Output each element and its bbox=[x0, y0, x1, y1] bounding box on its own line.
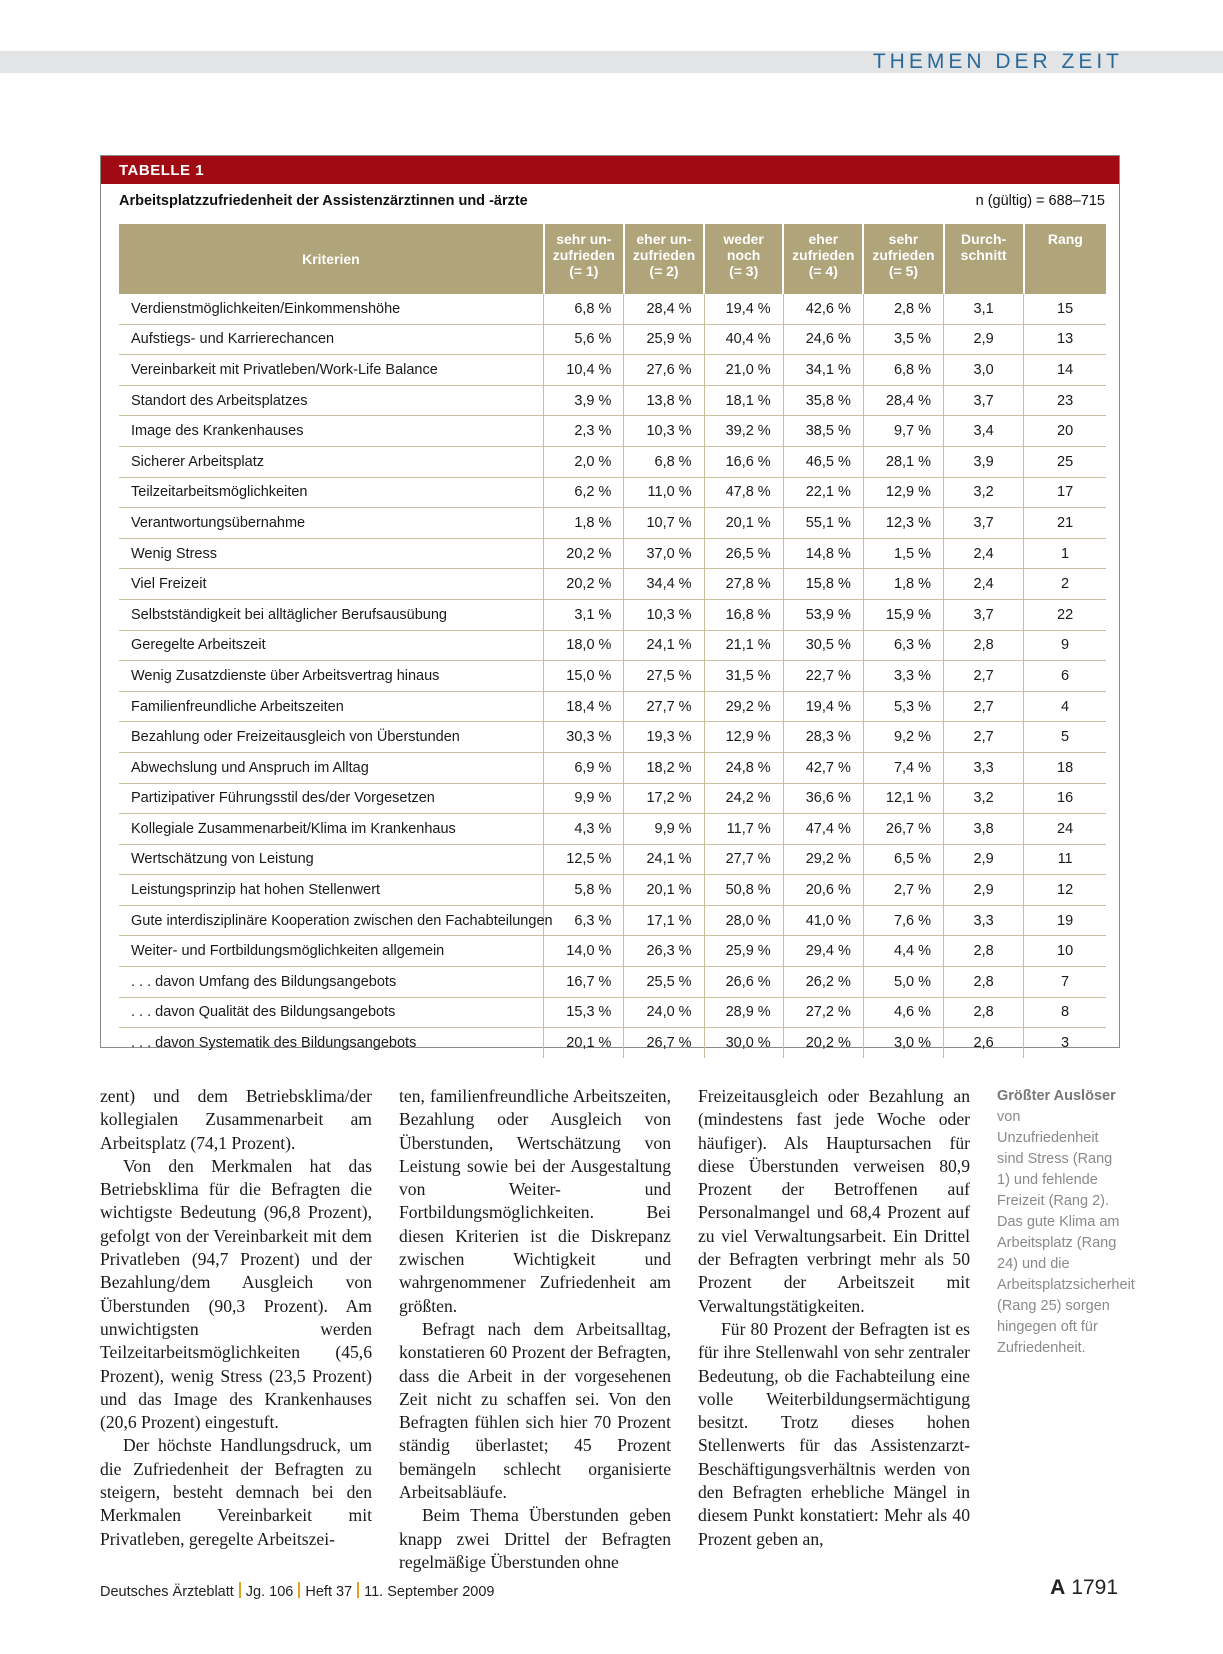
paragraph: Befragt nach dem Arbeitsalltag, konstatieren 60 Prozent der Befragten, dass die Arbeit in der vorgesehenen Zeit nicht zu schaffen sei. Von den Befragten fühlen sich hier 70 Prozent ständig überlastet; 45 Prozent bemängeln schlecht organisierte Arbeitsabläufe. bbox=[399, 1318, 671, 1503]
table-row bbox=[119, 722, 1106, 753]
cell-criterion: Kollegiale Zusammenarbeit/Klima im Krankenhaus bbox=[119, 814, 544, 845]
cell-criterion: Wenig Stress bbox=[119, 538, 544, 569]
cell-rank: 21 bbox=[1024, 508, 1106, 539]
cell-neutral: 18,1 % bbox=[704, 385, 783, 416]
cell-average: 2,4 bbox=[944, 538, 1024, 569]
cell-criterion: Bezahlung oder Freizeitausgleich von Überstunden bbox=[119, 722, 544, 753]
table-sample-size: n (gültig) = 688–715 bbox=[975, 193, 1105, 209]
cell-very-dissatisfied: 12,5 % bbox=[544, 844, 624, 875]
cell-average: 3,1 bbox=[944, 294, 1024, 324]
cell-very-dissatisfied: 4,3 % bbox=[544, 814, 624, 845]
cell-very-dissatisfied: 10,4 % bbox=[544, 355, 624, 386]
cell-neutral: 29,2 % bbox=[704, 691, 783, 722]
table-row bbox=[119, 997, 1106, 1028]
article-column-1 bbox=[100, 1085, 372, 1551]
cell-rather-satisfied: 55,1 % bbox=[783, 508, 863, 539]
cell-rank: 8 bbox=[1024, 997, 1106, 1028]
cell-average: 3,2 bbox=[944, 477, 1024, 508]
cell-rather-dissatisfied: 13,8 % bbox=[624, 385, 704, 416]
separator bbox=[298, 1582, 300, 1598]
table-row bbox=[119, 355, 1106, 386]
column-header-neutral: weder noch (= 3) bbox=[704, 224, 783, 294]
cell-rather-dissatisfied: 28,4 % bbox=[624, 294, 704, 324]
cell-rather-dissatisfied: 24,1 % bbox=[624, 844, 704, 875]
cell-rather-satisfied: 34,1 % bbox=[783, 355, 863, 386]
cell-very-dissatisfied: 15,0 % bbox=[544, 661, 624, 692]
table-row bbox=[119, 599, 1106, 630]
cell-criterion: Standort des Arbeitsplatzes bbox=[119, 385, 544, 416]
cell-rather-dissatisfied: 34,4 % bbox=[624, 569, 704, 600]
separator bbox=[357, 1582, 359, 1598]
cell-very-satisfied: 26,7 % bbox=[863, 814, 943, 845]
cell-rather-satisfied: 28,3 % bbox=[783, 722, 863, 753]
table-row bbox=[119, 967, 1106, 998]
cell-criterion: Abwechslung und Anspruch im Alltag bbox=[119, 752, 544, 783]
cell-average: 2,7 bbox=[944, 691, 1024, 722]
cell-rather-satisfied: 42,7 % bbox=[783, 752, 863, 783]
cell-neutral: 40,4 % bbox=[704, 324, 783, 355]
cell-very-satisfied: 9,2 % bbox=[863, 722, 943, 753]
table-row bbox=[119, 446, 1106, 477]
cell-very-satisfied: 4,6 % bbox=[863, 997, 943, 1028]
cell-rather-satisfied: 27,2 % bbox=[783, 997, 863, 1028]
table-row bbox=[119, 844, 1106, 875]
cell-average: 2,9 bbox=[944, 844, 1024, 875]
table-row bbox=[119, 661, 1106, 692]
cell-very-dissatisfied: 18,4 % bbox=[544, 691, 624, 722]
cell-average: 3,3 bbox=[944, 752, 1024, 783]
paragraph: zent) und dem Betriebsklima/der kollegialen Zusammenarbeit am Arbeitsplatz (74,1 Prozent). bbox=[100, 1086, 372, 1153]
cell-rather-satisfied: 41,0 % bbox=[783, 905, 863, 936]
cell-very-dissatisfied: 5,8 % bbox=[544, 875, 624, 906]
cell-neutral: 30,0 % bbox=[704, 1028, 783, 1058]
table-row bbox=[119, 508, 1106, 539]
column-header-rank: Rang bbox=[1024, 224, 1106, 294]
cell-criterion: Image des Krankenhauses bbox=[119, 416, 544, 447]
cell-average: 2,8 bbox=[944, 936, 1024, 967]
cell-rather-satisfied: 24,6 % bbox=[783, 324, 863, 355]
cell-neutral: 39,2 % bbox=[704, 416, 783, 447]
footer-citation bbox=[100, 1582, 494, 1600]
cell-neutral: 27,7 % bbox=[704, 844, 783, 875]
cell-rather-dissatisfied: 17,2 % bbox=[624, 783, 704, 814]
cell-very-dissatisfied: 3,1 % bbox=[544, 599, 624, 630]
cell-very-dissatisfied: 2,3 % bbox=[544, 416, 624, 447]
cell-neutral: 25,9 % bbox=[704, 936, 783, 967]
paragraph: Von den Merkmalen hat das Betriebsklima für die Befragten die wichtigste Bedeutung (96,8 Prozent), gefolgt von der Vereinbarkeit mit dem Privatleben (94,7 Prozent) und der Bezahlung/dem Ausgleich von Überstunden (90,3 Prozent). Am unwichtigsten werden Teilzeitarbeitsmöglichkeiten (45,6 Prozent), wenig Stress (23,5 Prozent) und das Image des Krankenhauses (20,6 Prozent) eingestuft. bbox=[100, 1155, 372, 1433]
cell-very-satisfied: 5,3 % bbox=[863, 691, 943, 722]
cell-rather-satisfied: 36,6 % bbox=[783, 783, 863, 814]
table-row bbox=[119, 905, 1106, 936]
cell-average: 3,7 bbox=[944, 508, 1024, 539]
cell-rather-satisfied: 35,8 % bbox=[783, 385, 863, 416]
table-header-row bbox=[119, 224, 1106, 294]
cell-criterion: Verantwortungsübernahme bbox=[119, 508, 544, 539]
cell-rather-satisfied: 26,2 % bbox=[783, 967, 863, 998]
cell-average: 2,6 bbox=[944, 1028, 1024, 1058]
cell-neutral: 21,1 % bbox=[704, 630, 783, 661]
cell-rank: 13 bbox=[1024, 324, 1106, 355]
cell-average: 2,9 bbox=[944, 324, 1024, 355]
cell-rather-dissatisfied: 6,8 % bbox=[624, 446, 704, 477]
cell-very-satisfied: 7,6 % bbox=[863, 905, 943, 936]
cell-very-satisfied: 28,4 % bbox=[863, 385, 943, 416]
table-row bbox=[119, 385, 1106, 416]
paragraph: Beim Thema Überstunden geben knapp zwei Drittel der Befragten regelmäßige Überstunden ohne bbox=[399, 1505, 671, 1572]
cell-neutral: 24,2 % bbox=[704, 783, 783, 814]
cell-rank: 11 bbox=[1024, 844, 1106, 875]
cell-criterion: Geregelte Arbeitszeit bbox=[119, 630, 544, 661]
table-row bbox=[119, 630, 1106, 661]
cell-criterion: Familienfreundliche Arbeitszeiten bbox=[119, 691, 544, 722]
cell-very-dissatisfied: 30,3 % bbox=[544, 722, 624, 753]
cell-very-satisfied: 12,3 % bbox=[863, 508, 943, 539]
page-number bbox=[1050, 1576, 1118, 1600]
sidebar-title: Größter Auslöser bbox=[997, 1088, 1116, 1104]
cell-rank: 4 bbox=[1024, 691, 1106, 722]
satisfaction-table bbox=[119, 224, 1106, 1058]
cell-average: 2,8 bbox=[944, 630, 1024, 661]
cell-rather-satisfied: 20,6 % bbox=[783, 875, 863, 906]
issue: Heft 37 bbox=[305, 1584, 353, 1600]
article-column-2 bbox=[399, 1085, 671, 1574]
cell-average: 3,3 bbox=[944, 905, 1024, 936]
cell-very-dissatisfied: 6,2 % bbox=[544, 477, 624, 508]
table-title: Arbeitsplatzzufriedenheit der Assistenzärztinnen und -ärzte bbox=[119, 193, 528, 209]
cell-very-dissatisfied: 14,0 % bbox=[544, 936, 624, 967]
column-header-rather-satisfied: eher zufrieden (= 4) bbox=[783, 224, 863, 294]
cell-criterion: Wenig Zusatzdienste über Arbeitsvertrag hinaus bbox=[119, 661, 544, 692]
cell-very-satisfied: 1,5 % bbox=[863, 538, 943, 569]
cell-rank: 17 bbox=[1024, 477, 1106, 508]
volume: Jg. 106 bbox=[245, 1584, 294, 1600]
cell-neutral: 24,8 % bbox=[704, 752, 783, 783]
cell-rather-satisfied: 47,4 % bbox=[783, 814, 863, 845]
cell-rather-dissatisfied: 17,1 % bbox=[624, 905, 704, 936]
cell-very-satisfied: 3,3 % bbox=[863, 661, 943, 692]
cell-rank: 15 bbox=[1024, 294, 1106, 324]
cell-rather-satisfied: 30,5 % bbox=[783, 630, 863, 661]
table-row bbox=[119, 936, 1106, 967]
table-body bbox=[119, 294, 1106, 1058]
cell-average: 2,9 bbox=[944, 875, 1024, 906]
cell-criterion: Selbstständigkeit bei alltäglicher Berufsausübung bbox=[119, 599, 544, 630]
cell-average: 3,2 bbox=[944, 783, 1024, 814]
cell-very-dissatisfied: 6,9 % bbox=[544, 752, 624, 783]
cell-rather-satisfied: 29,4 % bbox=[783, 936, 863, 967]
cell-very-satisfied: 15,9 % bbox=[863, 599, 943, 630]
cell-criterion: Viel Freizeit bbox=[119, 569, 544, 600]
cell-rank: 16 bbox=[1024, 783, 1106, 814]
cell-very-dissatisfied: 16,7 % bbox=[544, 967, 624, 998]
cell-criterion: Partizipativer Führungsstil des/der Vorgesetzen bbox=[119, 783, 544, 814]
table-row bbox=[119, 294, 1106, 324]
cell-rank: 14 bbox=[1024, 355, 1106, 386]
cell-rank: 10 bbox=[1024, 936, 1106, 967]
column-header-very-satisfied: sehr zufrieden (= 5) bbox=[863, 224, 943, 294]
cell-average: 2,4 bbox=[944, 569, 1024, 600]
cell-rather-dissatisfied: 27,6 % bbox=[624, 355, 704, 386]
cell-criterion: Vereinbarkeit mit Privatleben/Work-Life Balance bbox=[119, 355, 544, 386]
column-header-average: Durch- schnitt bbox=[944, 224, 1024, 294]
table-row bbox=[119, 324, 1106, 355]
cell-neutral: 16,8 % bbox=[704, 599, 783, 630]
section-title: THEMEN DER ZEIT bbox=[872, 50, 1123, 73]
cell-neutral: 26,6 % bbox=[704, 967, 783, 998]
cell-average: 3,4 bbox=[944, 416, 1024, 447]
paragraph: Freizeitausgleich oder Bezahlung an (mindestens fast jede Woche oder häufiger). Als Hauptursachen für diese Überstunden verweisen 80,9 Prozent der Betroffenen auf Personalmangel und 68,4 Prozent auf zu viel Verwaltungsarbeit. Ein Drittel der Befragten verbringt mehr als 50 Prozent der Arbeitszeit mit Verwaltungstätigkeiten. bbox=[698, 1086, 970, 1316]
paragraph: Für 80 Prozent der Befragten ist es für ihre Stellenwahl von sehr zentraler Bedeutung, ob die Fachabteilung eine volle Weiterbildungsermächtigung besitzt. Trotz dieses hohen Stellenwerts für das Assistenzarzt-Beschäftigungsverhältnis werden von den Befragten erhebliche Mängel in diesem Punkt konstatiert: Mehr als 40 Prozent geben an, bbox=[698, 1318, 970, 1549]
cell-very-dissatisfied: 2,0 % bbox=[544, 446, 624, 477]
cell-very-dissatisfied: 20,1 % bbox=[544, 1028, 624, 1058]
cell-rather-dissatisfied: 9,9 % bbox=[624, 814, 704, 845]
cell-very-satisfied: 3,5 % bbox=[863, 324, 943, 355]
cell-rank: 1 bbox=[1024, 538, 1106, 569]
column-header-kriterien: Kriterien bbox=[119, 224, 544, 294]
paragraph: Der höchste Handlungsdruck, um die Zufriedenheit der Befragten zu steigern, besteht demnach bei den Merkmalen Vereinbarkeit mit Privatleben, geregelte Arbeitszei- bbox=[100, 1435, 372, 1549]
cell-rather-dissatisfied: 27,5 % bbox=[624, 661, 704, 692]
table-row bbox=[119, 691, 1106, 722]
cell-very-satisfied: 9,7 % bbox=[863, 416, 943, 447]
table-row bbox=[119, 814, 1106, 845]
cell-neutral: 12,9 % bbox=[704, 722, 783, 753]
paragraph: ten, familienfreundliche Arbeitszeiten, Bezahlung oder Ausgleich von Überstunden, Wertschätzung von Leistung sowie bei der Ausgestaltung von Weiter- und Fortbildungsmöglichkeiten. Bei diesen Kriterien ist die Diskrepanz zwischen Wichtigkeit und wahrgenommener Zufriedenheit am größten. bbox=[399, 1086, 671, 1316]
table-row bbox=[119, 783, 1106, 814]
sidebar-text: von Unzufriedenheit sind Stress (Rang 1) und fehlende Freizeit (Rang 2). Das gute Klima am Arbeitsplatz (Rang 24) und die Arbeitsplatzsicherheit (Rang 25) sorgen hingegen oft für Zufriedenheit. bbox=[997, 1109, 1135, 1356]
cell-very-dissatisfied: 20,2 % bbox=[544, 569, 624, 600]
cell-neutral: 50,8 % bbox=[704, 875, 783, 906]
cell-very-satisfied: 3,0 % bbox=[863, 1028, 943, 1058]
cell-rank: 25 bbox=[1024, 446, 1106, 477]
cell-very-dissatisfied: 5,6 % bbox=[544, 324, 624, 355]
cell-rather-dissatisfied: 19,3 % bbox=[624, 722, 704, 753]
cell-very-satisfied: 2,8 % bbox=[863, 294, 943, 324]
cell-rank: 6 bbox=[1024, 661, 1106, 692]
cell-average: 2,7 bbox=[944, 722, 1024, 753]
page-prefix: A bbox=[1050, 1576, 1066, 1599]
sidebar-note bbox=[997, 1086, 1135, 1359]
cell-very-satisfied: 6,8 % bbox=[863, 355, 943, 386]
cell-average: 3,8 bbox=[944, 814, 1024, 845]
cell-rather-dissatisfied: 18,2 % bbox=[624, 752, 704, 783]
table-row bbox=[119, 752, 1106, 783]
cell-neutral: 11,7 % bbox=[704, 814, 783, 845]
cell-rank: 22 bbox=[1024, 599, 1106, 630]
cell-rather-dissatisfied: 26,3 % bbox=[624, 936, 704, 967]
cell-rank: 9 bbox=[1024, 630, 1106, 661]
table-row bbox=[119, 569, 1106, 600]
cell-rather-dissatisfied: 25,5 % bbox=[624, 967, 704, 998]
cell-criterion: Sicherer Arbeitsplatz bbox=[119, 446, 544, 477]
cell-neutral: 21,0 % bbox=[704, 355, 783, 386]
cell-average: 3,7 bbox=[944, 385, 1024, 416]
cell-average: 2,8 bbox=[944, 967, 1024, 998]
page-number-value: 1791 bbox=[1071, 1576, 1118, 1599]
cell-average: 3,7 bbox=[944, 599, 1024, 630]
cell-rather-satisfied: 19,4 % bbox=[783, 691, 863, 722]
cell-rank: 20 bbox=[1024, 416, 1106, 447]
cell-rather-satisfied: 29,2 % bbox=[783, 844, 863, 875]
cell-rather-satisfied: 38,5 % bbox=[783, 416, 863, 447]
cell-very-satisfied: 12,9 % bbox=[863, 477, 943, 508]
cell-very-satisfied: 2,7 % bbox=[863, 875, 943, 906]
cell-rather-dissatisfied: 10,3 % bbox=[624, 416, 704, 447]
cell-rather-satisfied: 22,1 % bbox=[783, 477, 863, 508]
cell-neutral: 47,8 % bbox=[704, 477, 783, 508]
article-column-3 bbox=[698, 1085, 970, 1551]
journal-name: Deutsches Ärzteblatt bbox=[100, 1584, 234, 1600]
cell-very-dissatisfied: 15,3 % bbox=[544, 997, 624, 1028]
cell-criterion: . . . davon Umfang des Bildungsangebots bbox=[119, 967, 544, 998]
cell-rather-dissatisfied: 25,9 % bbox=[624, 324, 704, 355]
cell-neutral: 19,4 % bbox=[704, 294, 783, 324]
cell-rank: 24 bbox=[1024, 814, 1106, 845]
column-header-rather-dissatisfied: eher un- zufrieden (= 2) bbox=[624, 224, 704, 294]
cell-neutral: 28,9 % bbox=[704, 997, 783, 1028]
cell-very-dissatisfied: 18,0 % bbox=[544, 630, 624, 661]
cell-rather-satisfied: 20,2 % bbox=[783, 1028, 863, 1058]
cell-very-satisfied: 6,3 % bbox=[863, 630, 943, 661]
cell-very-satisfied: 4,4 % bbox=[863, 936, 943, 967]
cell-rather-satisfied: 46,5 % bbox=[783, 446, 863, 477]
cell-neutral: 28,0 % bbox=[704, 905, 783, 936]
cell-very-satisfied: 6,5 % bbox=[863, 844, 943, 875]
table-row bbox=[119, 538, 1106, 569]
cell-very-dissatisfied: 3,9 % bbox=[544, 385, 624, 416]
cell-very-dissatisfied: 20,2 % bbox=[544, 538, 624, 569]
cell-criterion: Weiter- und Fortbildungsmöglichkeiten allgemein bbox=[119, 936, 544, 967]
cell-criterion: Gute interdisziplinäre Kooperation zwischen den Fachabteilungen bbox=[119, 905, 544, 936]
column-header-very-dissatisfied: sehr un- zufrieden (= 1) bbox=[544, 224, 624, 294]
cell-neutral: 26,5 % bbox=[704, 538, 783, 569]
cell-rather-dissatisfied: 37,0 % bbox=[624, 538, 704, 569]
table-row bbox=[119, 416, 1106, 447]
cell-criterion: Teilzeitarbeitsmöglichkeiten bbox=[119, 477, 544, 508]
issue-date: 11. September 2009 bbox=[364, 1584, 495, 1600]
cell-average: 2,8 bbox=[944, 997, 1024, 1028]
cell-very-satisfied: 28,1 % bbox=[863, 446, 943, 477]
table-row bbox=[119, 875, 1106, 906]
cell-neutral: 20,1 % bbox=[704, 508, 783, 539]
cell-rank: 7 bbox=[1024, 967, 1106, 998]
cell-rather-satisfied: 53,9 % bbox=[783, 599, 863, 630]
cell-rather-dissatisfied: 20,1 % bbox=[624, 875, 704, 906]
cell-rather-dissatisfied: 26,7 % bbox=[624, 1028, 704, 1058]
cell-criterion: Leistungsprinzip hat hohen Stellenwert bbox=[119, 875, 544, 906]
cell-rather-satisfied: 15,8 % bbox=[783, 569, 863, 600]
cell-rather-satisfied: 22,7 % bbox=[783, 661, 863, 692]
cell-very-dissatisfied: 6,8 % bbox=[544, 294, 624, 324]
cell-rather-dissatisfied: 24,1 % bbox=[624, 630, 704, 661]
cell-rank: 5 bbox=[1024, 722, 1106, 753]
cell-neutral: 16,6 % bbox=[704, 446, 783, 477]
cell-average: 3,9 bbox=[944, 446, 1024, 477]
cell-very-satisfied: 7,4 % bbox=[863, 752, 943, 783]
cell-rather-dissatisfied: 24,0 % bbox=[624, 997, 704, 1028]
cell-average: 2,7 bbox=[944, 661, 1024, 692]
table-1 bbox=[100, 155, 1120, 1052]
table-label: TABELLE 1 bbox=[101, 156, 1119, 184]
cell-neutral: 31,5 % bbox=[704, 661, 783, 692]
cell-rather-dissatisfied: 10,7 % bbox=[624, 508, 704, 539]
cell-rank: 23 bbox=[1024, 385, 1106, 416]
table-row bbox=[119, 1028, 1106, 1058]
cell-rather-dissatisfied: 27,7 % bbox=[624, 691, 704, 722]
cell-rank: 12 bbox=[1024, 875, 1106, 906]
cell-rather-dissatisfied: 10,3 % bbox=[624, 599, 704, 630]
cell-rank: 2 bbox=[1024, 569, 1106, 600]
cell-criterion: Aufstiegs- und Karrierechancen bbox=[119, 324, 544, 355]
cell-criterion: Verdienstmöglichkeiten/Einkommenshöhe bbox=[119, 294, 544, 324]
cell-very-satisfied: 5,0 % bbox=[863, 967, 943, 998]
cell-criterion: . . . davon Systematik des Bildungsangebots bbox=[131, 1035, 417, 1052]
cell-criterion: Wertschätzung von Leistung bbox=[119, 844, 544, 875]
cell-very-dissatisfied: 9,9 % bbox=[544, 783, 624, 814]
separator bbox=[239, 1582, 241, 1598]
cell-criterion: . . . davon Qualität des Bildungsangebots bbox=[119, 997, 544, 1028]
cell-rank: 19 bbox=[1024, 905, 1106, 936]
cell-very-satisfied: 1,8 % bbox=[863, 569, 943, 600]
cell-very-dissatisfied: 1,8 % bbox=[544, 508, 624, 539]
cell-rank: 3 bbox=[1024, 1028, 1106, 1058]
cell-rather-satisfied: 42,6 % bbox=[783, 294, 863, 324]
cell-rather-dissatisfied: 11,0 % bbox=[624, 477, 704, 508]
cell-rank: 18 bbox=[1024, 752, 1106, 783]
cell-very-dissatisfied: 6,3 % bbox=[544, 905, 624, 936]
cell-neutral: 27,8 % bbox=[704, 569, 783, 600]
cell-very-satisfied: 12,1 % bbox=[863, 783, 943, 814]
table-row bbox=[119, 477, 1106, 508]
cell-average: 3,0 bbox=[944, 355, 1024, 386]
cell-rather-satisfied: 14,8 % bbox=[783, 538, 863, 569]
